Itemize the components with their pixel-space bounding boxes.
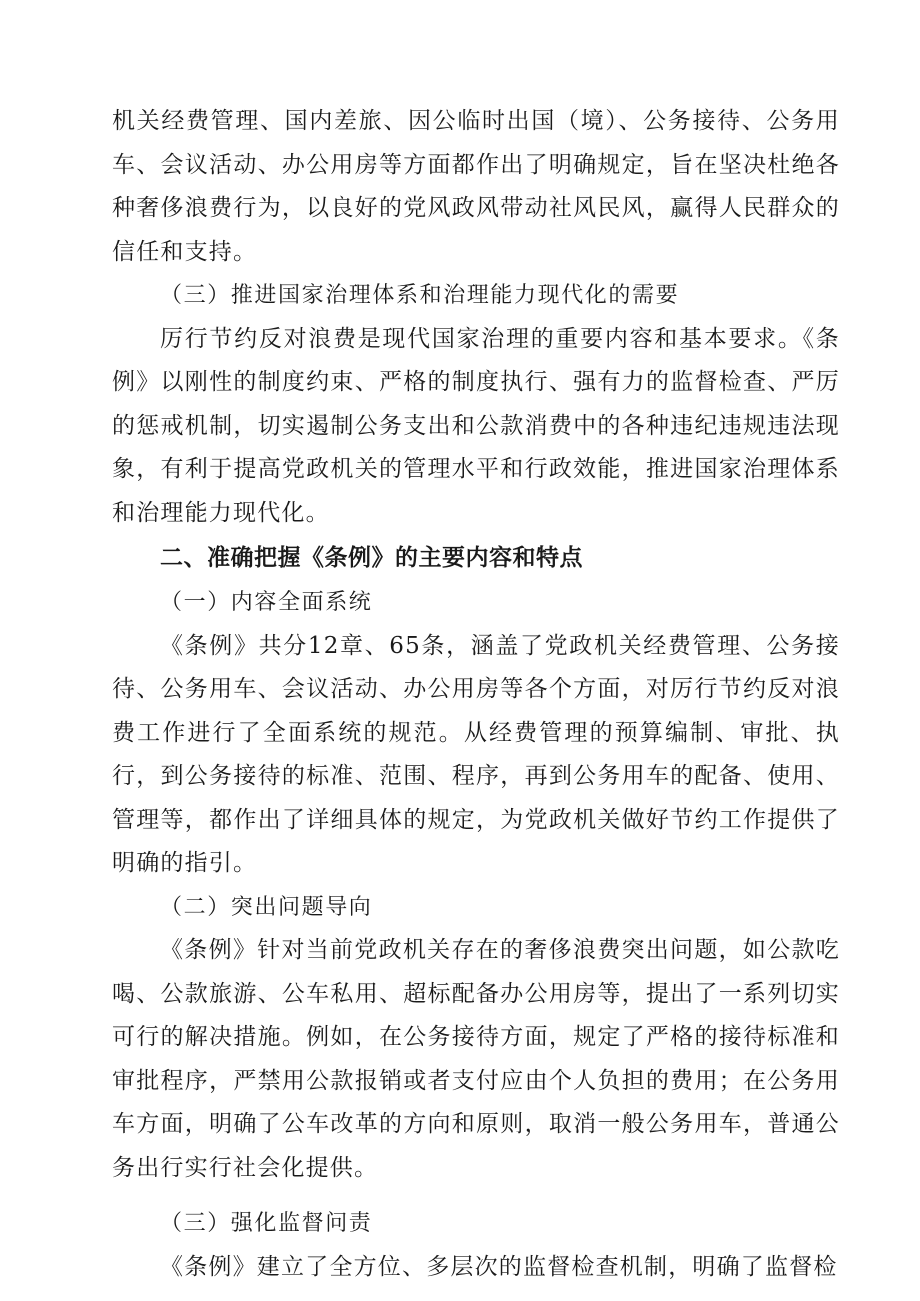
subheading-comprehensive-content: （一）内容全面系统 (160, 590, 373, 615)
paragraph-continued-regulations: 机关经费管理、国内差旅、因公临时出国（境）、公务接待、公务用车、会议活动、办公用房等方面都作出了明确规定，旨在坚决杜绝各种奢侈浪费行为，以良好的党风政风带动社风民风，赢得人民群众的信任和支持。 (112, 108, 840, 265)
paragraph-governance: 厉行节约反对浪费是现代国家治理的重要内容和基本要求。《条例》以刚性的制度约束、严格的制度执行、强有力的监督检查、严厉的惩戒机制，切实遏制公务支出和公款消费中的各种违纪违规违法现象，有利于提高党政机关的管理水平和行政效能，推进国家治理体系和治理能力现代化。 (112, 325, 840, 526)
paragraph-supervision-accountability: 《条例》建立了全方位、多层次的监督检查机制，明确了监督检 (160, 1253, 838, 1280)
paragraph-comprehensive-content: 《条例》共分12章、65条，涵盖了党政机关经费管理、公务接待、公务用车、会议活动、办公用房等各个方面，对厉行节约反对浪费工作进行了全面系统的规范。从经费管理的预算编制、审批、执行，到公务接待的标准、范围、程序，再到公务用车的配备、使用、管理等，都作出了详细具体的规定，为党政机关做好节约工作提供了明确的指引。 (112, 632, 840, 876)
subheading-supervision-accountability: （三）强化监督问责 (160, 1211, 373, 1236)
document-body (112, 100, 840, 1289)
section-heading-main-content: 二、准确把握《条例》的主要内容和特点 (160, 545, 583, 571)
paragraph-problem-oriented: 《条例》针对当前党政机关存在的奢侈浪费突出问题，如公款吃喝、公款旅游、公车私用、超标配备办公用房等，提出了一系列切实可行的解决措施。例如，在公务接待方面，规定了严格的接待标准和审批程序，严禁用公款报销或者支付应由个人负担的费用；在公务用车方面，明确了公车改革的方向和原则，取消一般公务用车，普通公务出行实行社会化提供。 (112, 937, 840, 1181)
subheading-problem-oriented: （二）突出问题导向 (160, 894, 373, 920)
subheading-governance-modernization: （三）推进国家治理体系和治理能力现代化的需要 (160, 283, 680, 308)
